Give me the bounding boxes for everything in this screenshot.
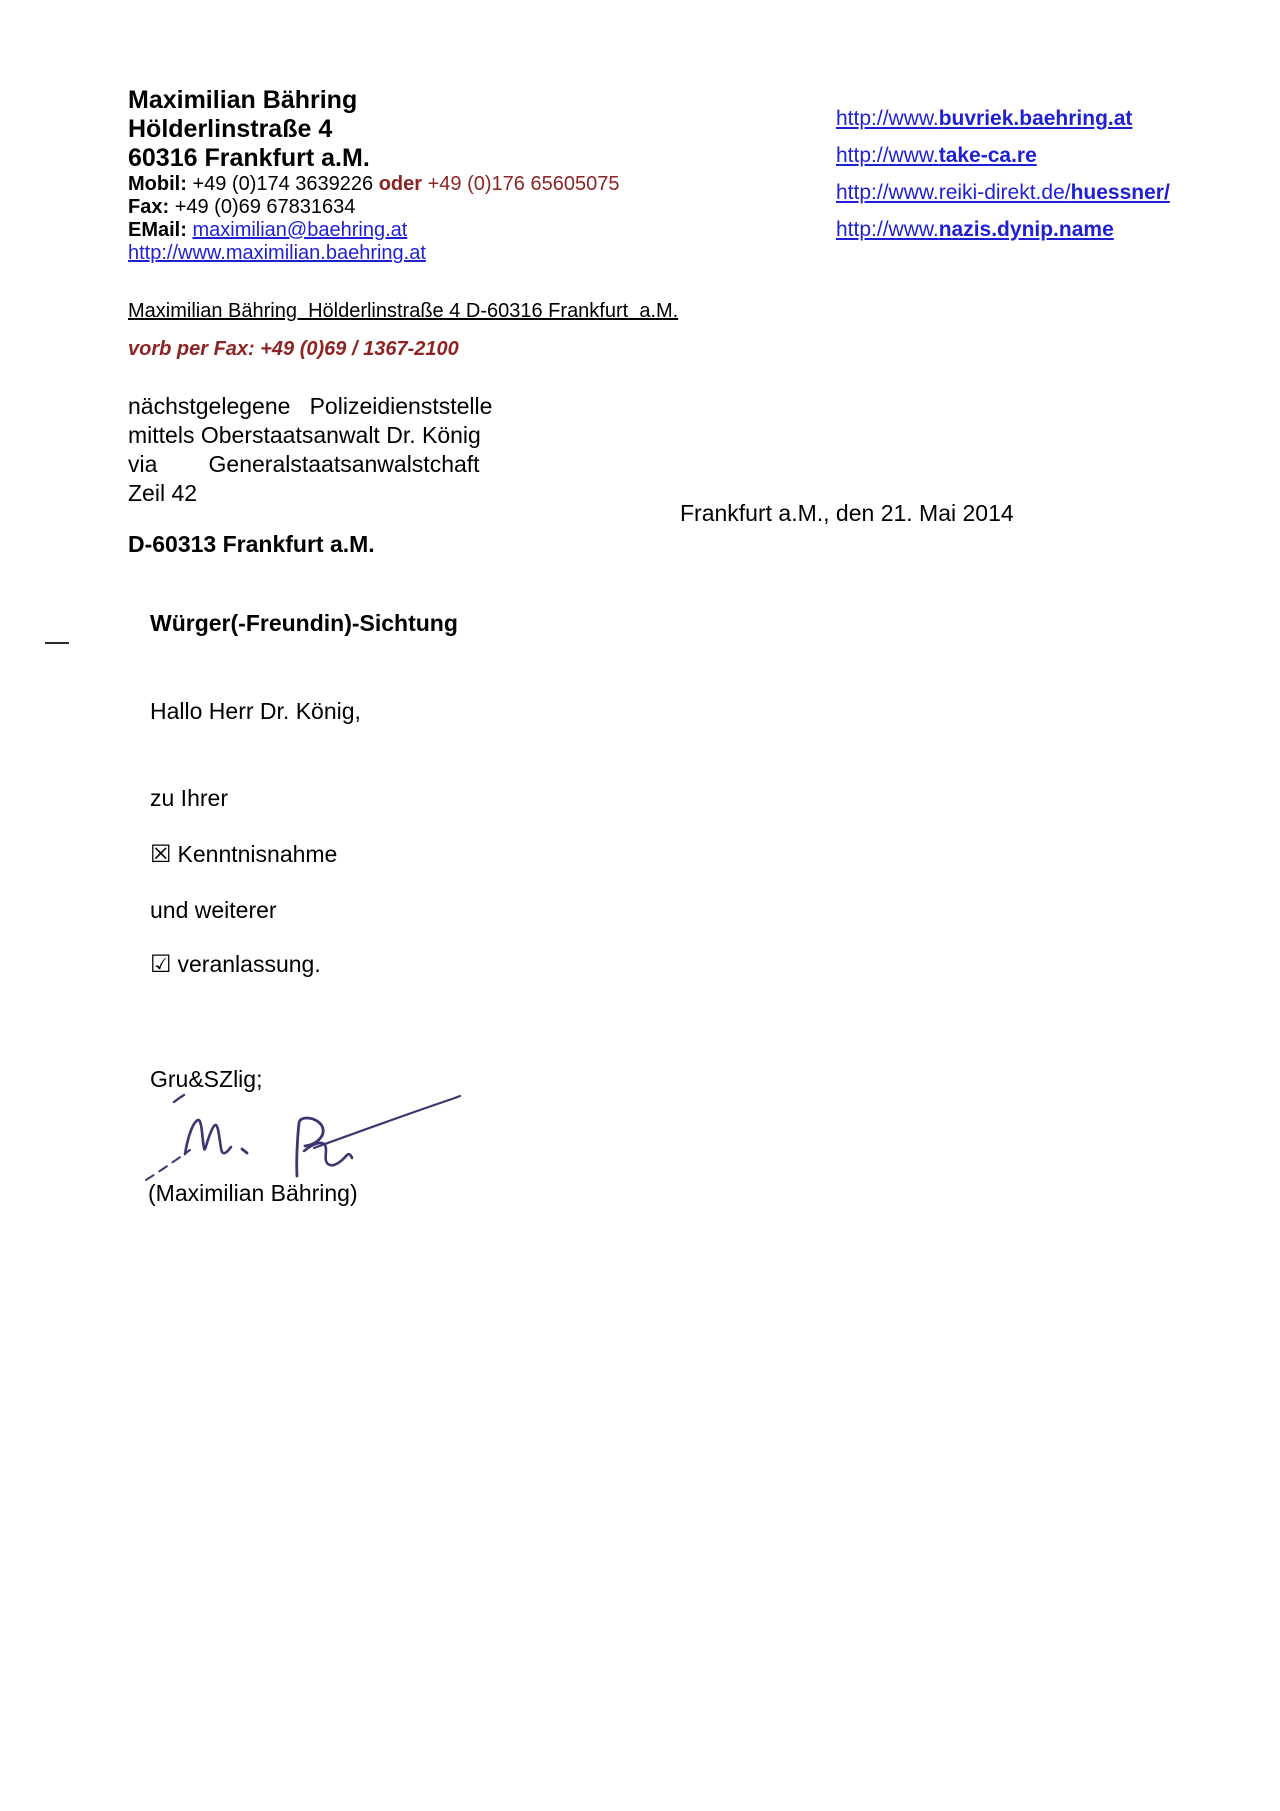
sender-email-line bbox=[128, 219, 619, 242]
sender-letterhead bbox=[128, 86, 619, 265]
url-reiki-direkt[interactable]: http://www.reiki-direkt.de/huessner/ bbox=[836, 181, 1170, 204]
body-check-veranlassung bbox=[150, 950, 321, 979]
closing-salutation: Gru&SZlig; bbox=[150, 1066, 263, 1092]
sender-address-oneline: Maximilian Bähring Hölderlinstraße 4 D-60316 Frankfurt a.M. bbox=[128, 300, 679, 322]
email-link[interactable]: maximilian@baehring.at bbox=[192, 219, 408, 241]
date-line: Frankfurt a.M., den 21. Mai 2014 bbox=[680, 500, 1014, 526]
fax-advice-line: vorb per Fax: +49 (0)69 / 1367-2100 bbox=[128, 338, 459, 360]
fold-mark bbox=[45, 642, 69, 644]
fax-label: Fax: bbox=[128, 196, 170, 218]
recipient-line-3: via Generalstaatsanwalstchaft bbox=[128, 451, 480, 477]
body-middle: und weiterer bbox=[150, 897, 277, 923]
recipient-city: D-60313 Frankfurt a.M. bbox=[128, 531, 375, 557]
checked-x-box-icon: ☒ bbox=[150, 841, 172, 868]
sender-fax-line bbox=[128, 196, 619, 219]
letterhead-url-list bbox=[836, 100, 1170, 248]
recipient-line-2: mittels Oberstaatsanwalt Dr. König bbox=[128, 422, 481, 448]
sender-street: Hölderlinstraße 4 bbox=[128, 115, 333, 143]
signature-printed-name: (Maximilian Bähring) bbox=[148, 1180, 358, 1206]
checked-tick-box-icon: ☑ bbox=[150, 951, 172, 978]
mobile-label: Mobil: bbox=[128, 173, 187, 195]
fax-number: +49 (0)69 67831634 bbox=[174, 196, 356, 218]
recipient-line-1: nächstgelegene Polizeidienststelle bbox=[128, 393, 493, 419]
sender-website-link[interactable]: http://www.maximilian.baehring.at bbox=[128, 242, 426, 264]
url-nazis-dynip[interactable]: http://www.nazis.dynip.name bbox=[836, 218, 1114, 241]
body-check-kenntnisnahme bbox=[150, 840, 337, 869]
sender-name: Maximilian Bähring bbox=[128, 86, 358, 114]
sender-website-line bbox=[128, 242, 619, 265]
recipient-line-4: Zeil 42 bbox=[128, 480, 198, 506]
url-buvriek-baehring[interactable]: http://www.buvriek.baehring.at bbox=[836, 107, 1133, 130]
handwritten-signature bbox=[138, 1086, 468, 1186]
email-label: EMail: bbox=[128, 219, 187, 241]
subject-line: Würger(-Freundin)-Sichtung bbox=[150, 610, 458, 636]
check1-label: Kenntnisnahme bbox=[177, 841, 338, 867]
mobile-conjunction: oder bbox=[378, 173, 423, 195]
recipient-address bbox=[128, 392, 492, 508]
sender-city: 60316 Frankfurt a.M. bbox=[128, 144, 370, 172]
sender-mobile-line bbox=[128, 173, 619, 196]
body-intro: zu Ihrer bbox=[150, 785, 228, 811]
greeting-line: Hallo Herr Dr. König, bbox=[150, 698, 361, 724]
check2-label: veranlassung. bbox=[177, 951, 321, 977]
url-take-ca-re[interactable]: http://www.take-ca.re bbox=[836, 144, 1037, 167]
mobile-number-1: +49 (0)174 3639226 bbox=[192, 173, 374, 195]
mobile-number-2: +49 (0)176 65605075 bbox=[427, 173, 620, 195]
